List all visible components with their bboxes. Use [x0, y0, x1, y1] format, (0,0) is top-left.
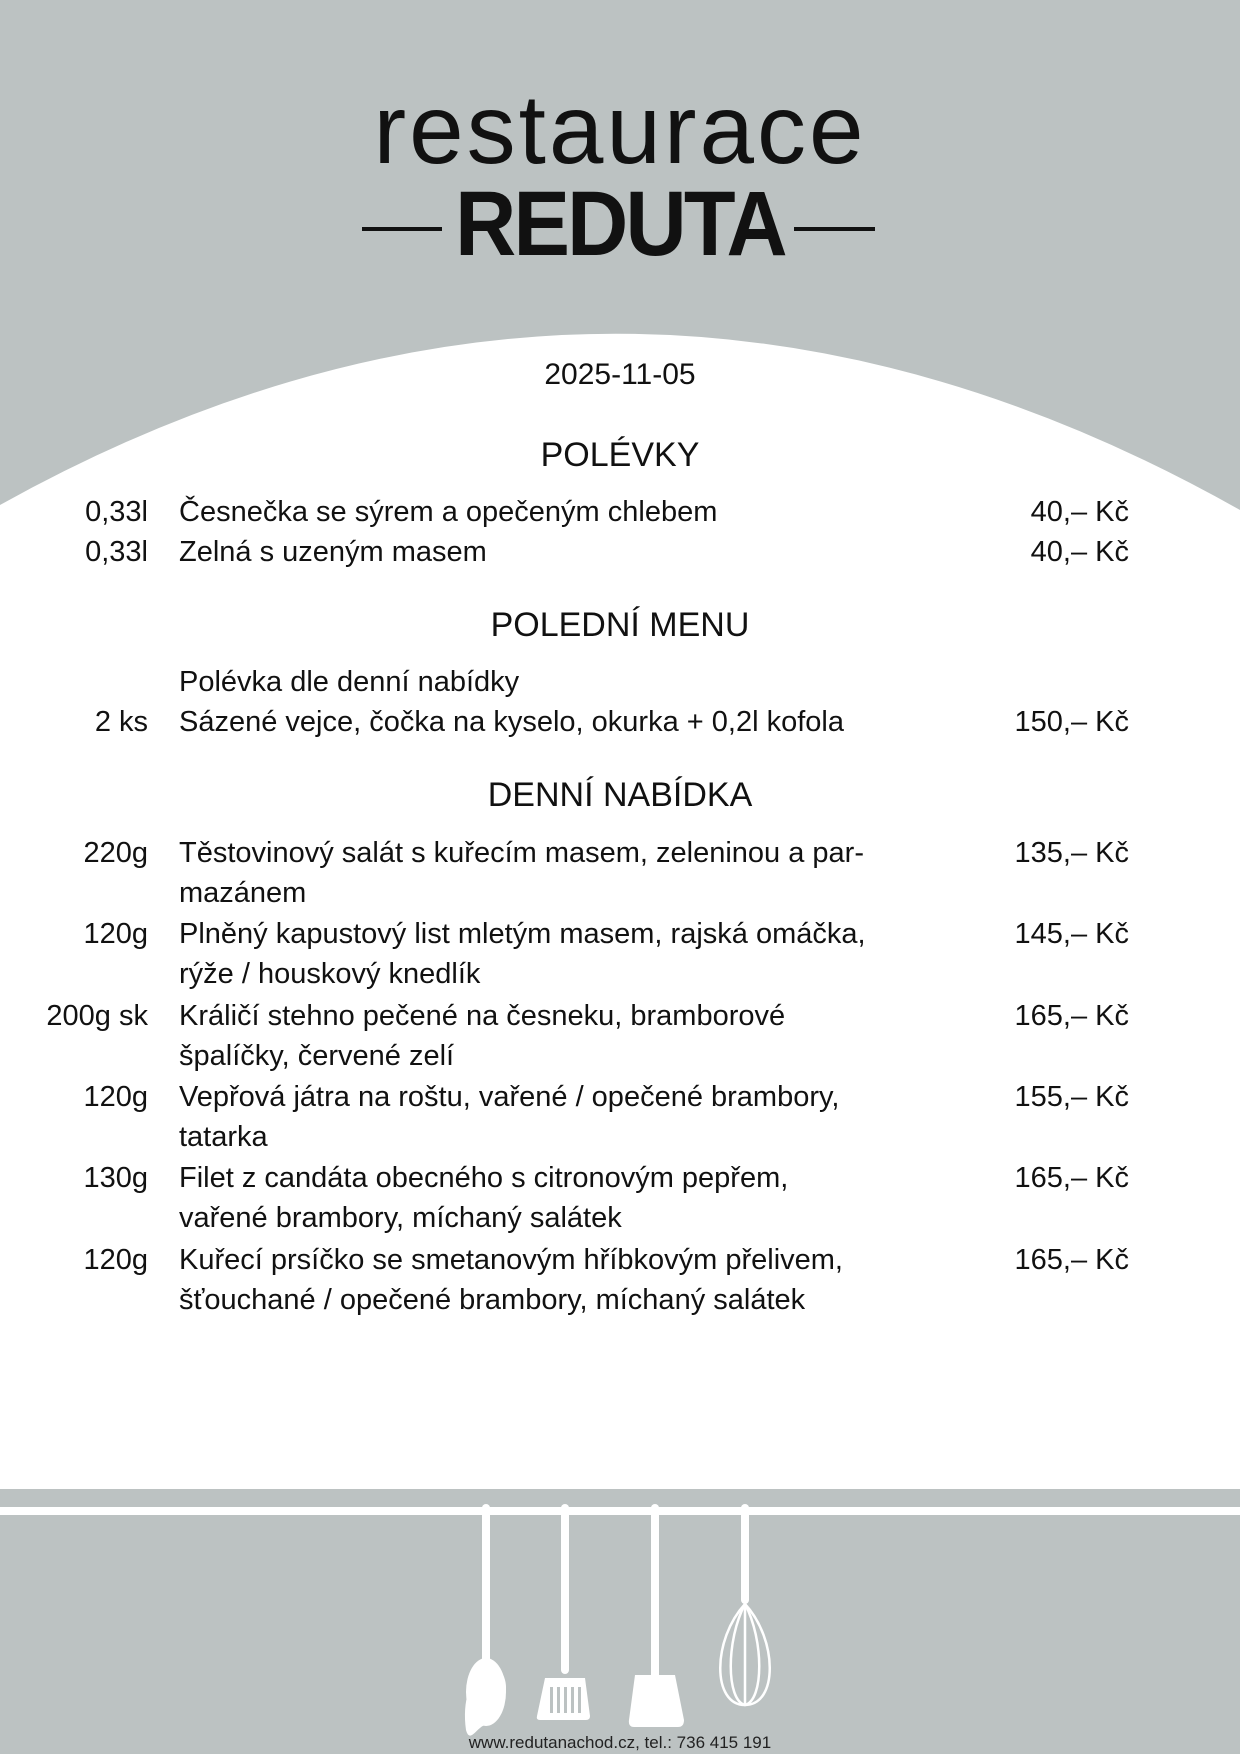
item-description: mazánem: [179, 877, 307, 909]
item-description: Těstovinový salát s kuřecím masem, zeleninou a par-: [179, 837, 864, 869]
item-description: Česnečka se sýrem a opečeným chlebem: [179, 496, 718, 528]
item-price: 165,– Kč: [1014, 1000, 1129, 1032]
menu-date: 2025-11-05: [544, 358, 696, 391]
logo-reduta: REDUTA: [455, 173, 785, 275]
item-description: Kuřecí prsíčko se smetanovým hříbkovým přelivem,: [179, 1244, 843, 1276]
item-description: Filet z candáta obecného s citronovým pepřem,: [179, 1162, 789, 1194]
item-quantity: 130g: [83, 1162, 148, 1194]
item-description: Sázené vejce, čočka na kyselo, okurka + 0,2l kofola: [179, 706, 844, 738]
item-description: špalíčky, červené zelí: [179, 1040, 455, 1072]
item-description: Vepřová játra na roštu, vařené / opečené brambory,: [179, 1081, 840, 1113]
item-description: vařené brambory, míchaný salátek: [179, 1202, 622, 1234]
item-description: Králičí stehno pečené na česneku, bramborové: [179, 1000, 786, 1032]
item-description: Zelná s uzeným masem: [179, 536, 487, 568]
item-quantity: 200g sk: [46, 1000, 148, 1032]
item-price: 165,– Kč: [1014, 1162, 1129, 1194]
section-title: DENNÍ NABÍDKA: [487, 776, 753, 814]
footer-contact: www.redutanachod.cz, tel.: 736 415 191: [468, 1733, 772, 1752]
item-price: 150,– Kč: [1014, 706, 1129, 738]
item-price: 40,– Kč: [1030, 536, 1129, 568]
item-price: 135,– Kč: [1014, 837, 1129, 869]
item-description: rýže / houskový knedlík: [179, 958, 481, 990]
item-quantity: 120g: [83, 918, 148, 950]
logo-restaurace: restaurace: [373, 74, 867, 184]
item-quantity: 220g: [83, 837, 148, 869]
item-description: Plněný kapustový list mletým masem, rajská omáčka,: [179, 918, 866, 950]
logo-dash-right: [794, 227, 875, 231]
item-quantity: 120g: [83, 1081, 148, 1113]
item-quantity: 0,33l: [85, 536, 148, 568]
item-description: tatarka: [179, 1121, 268, 1153]
item-price: 165,– Kč: [1014, 1244, 1129, 1276]
item-price: 145,– Kč: [1014, 918, 1129, 950]
section-title: POLEDNÍ MENU: [490, 606, 750, 644]
item-quantity: 2 ks: [94, 706, 148, 738]
item-price: 155,– Kč: [1014, 1081, 1129, 1113]
section-title: POLÉVKY: [540, 436, 700, 474]
item-price: 40,– Kč: [1030, 496, 1129, 528]
item-quantity: 0,33l: [85, 496, 148, 528]
item-description: šťouchané / opečené brambory, míchaný salátek: [179, 1284, 806, 1316]
item-description: Polévka dle denní nabídky: [179, 666, 520, 698]
item-quantity: 120g: [83, 1244, 148, 1276]
